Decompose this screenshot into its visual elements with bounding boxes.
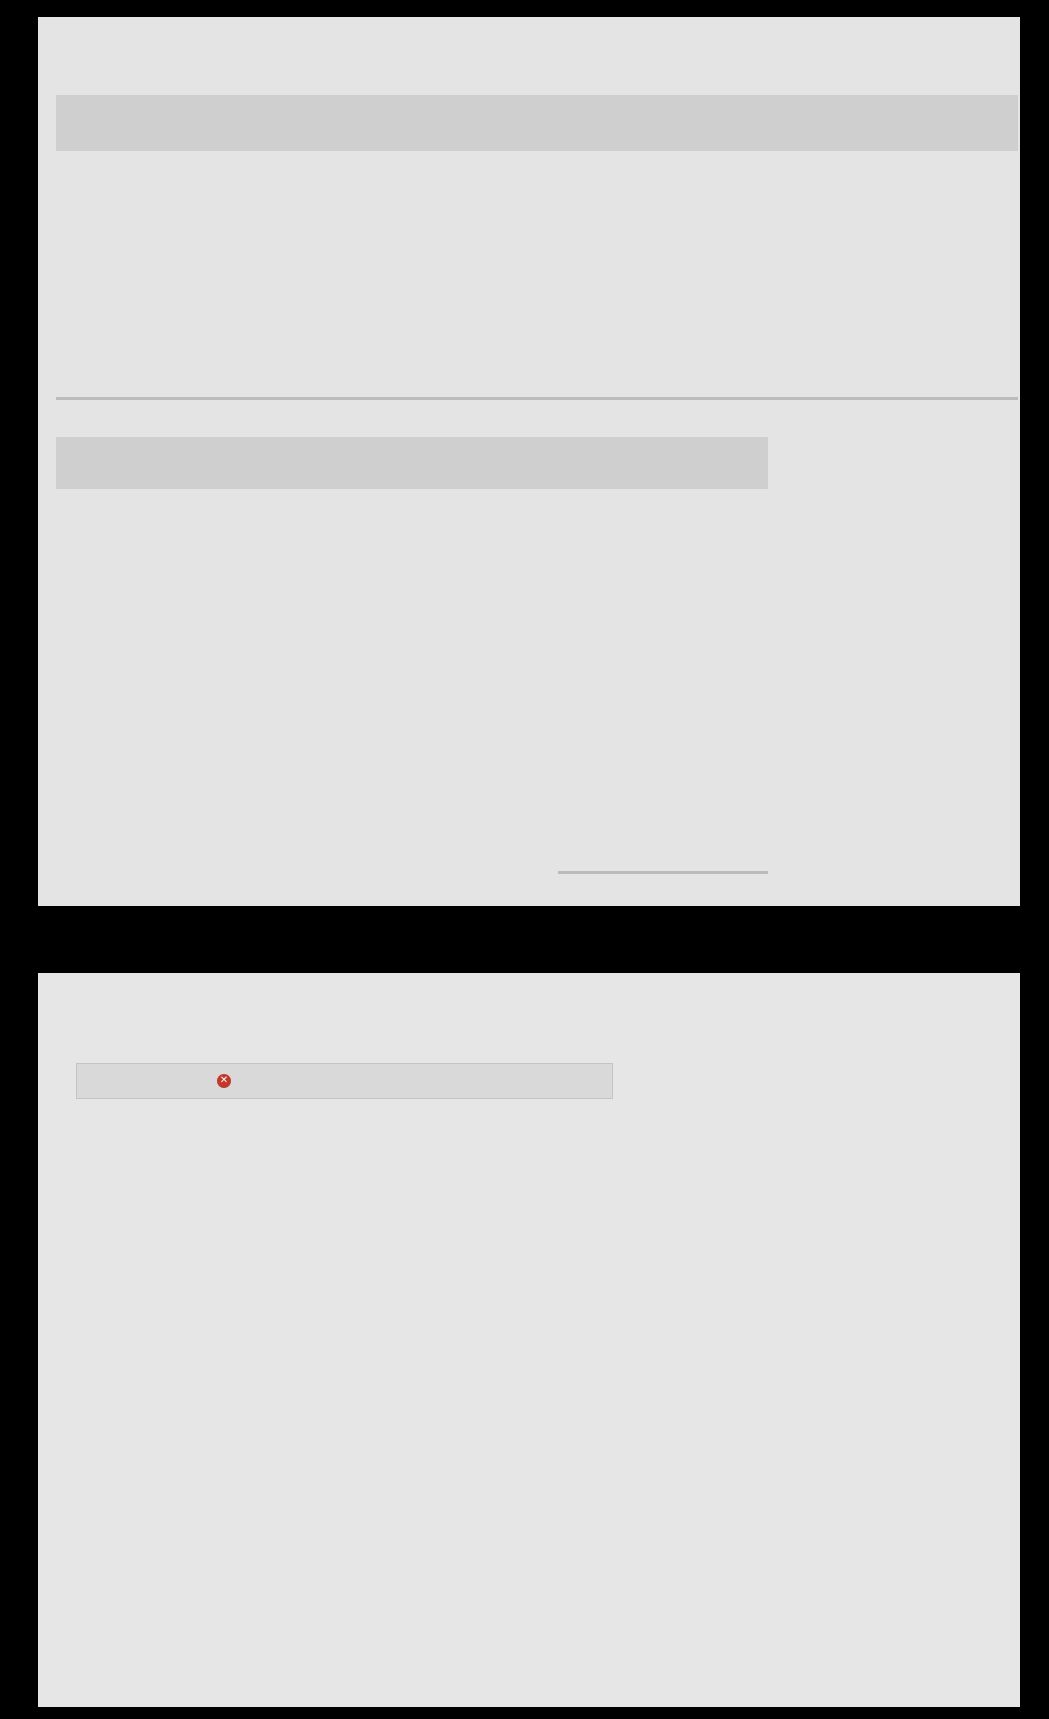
question-panel <box>38 973 1020 1707</box>
financial-statements-panel <box>38 17 1020 906</box>
incorrect-x-icon: ✕ <box>217 1074 231 1088</box>
income-statement-header <box>56 437 768 489</box>
balance-sheet-header <box>56 95 1018 151</box>
is-bottom-line <box>558 871 768 874</box>
answer-notice <box>76 1063 613 1099</box>
divider-line <box>56 397 1018 400</box>
